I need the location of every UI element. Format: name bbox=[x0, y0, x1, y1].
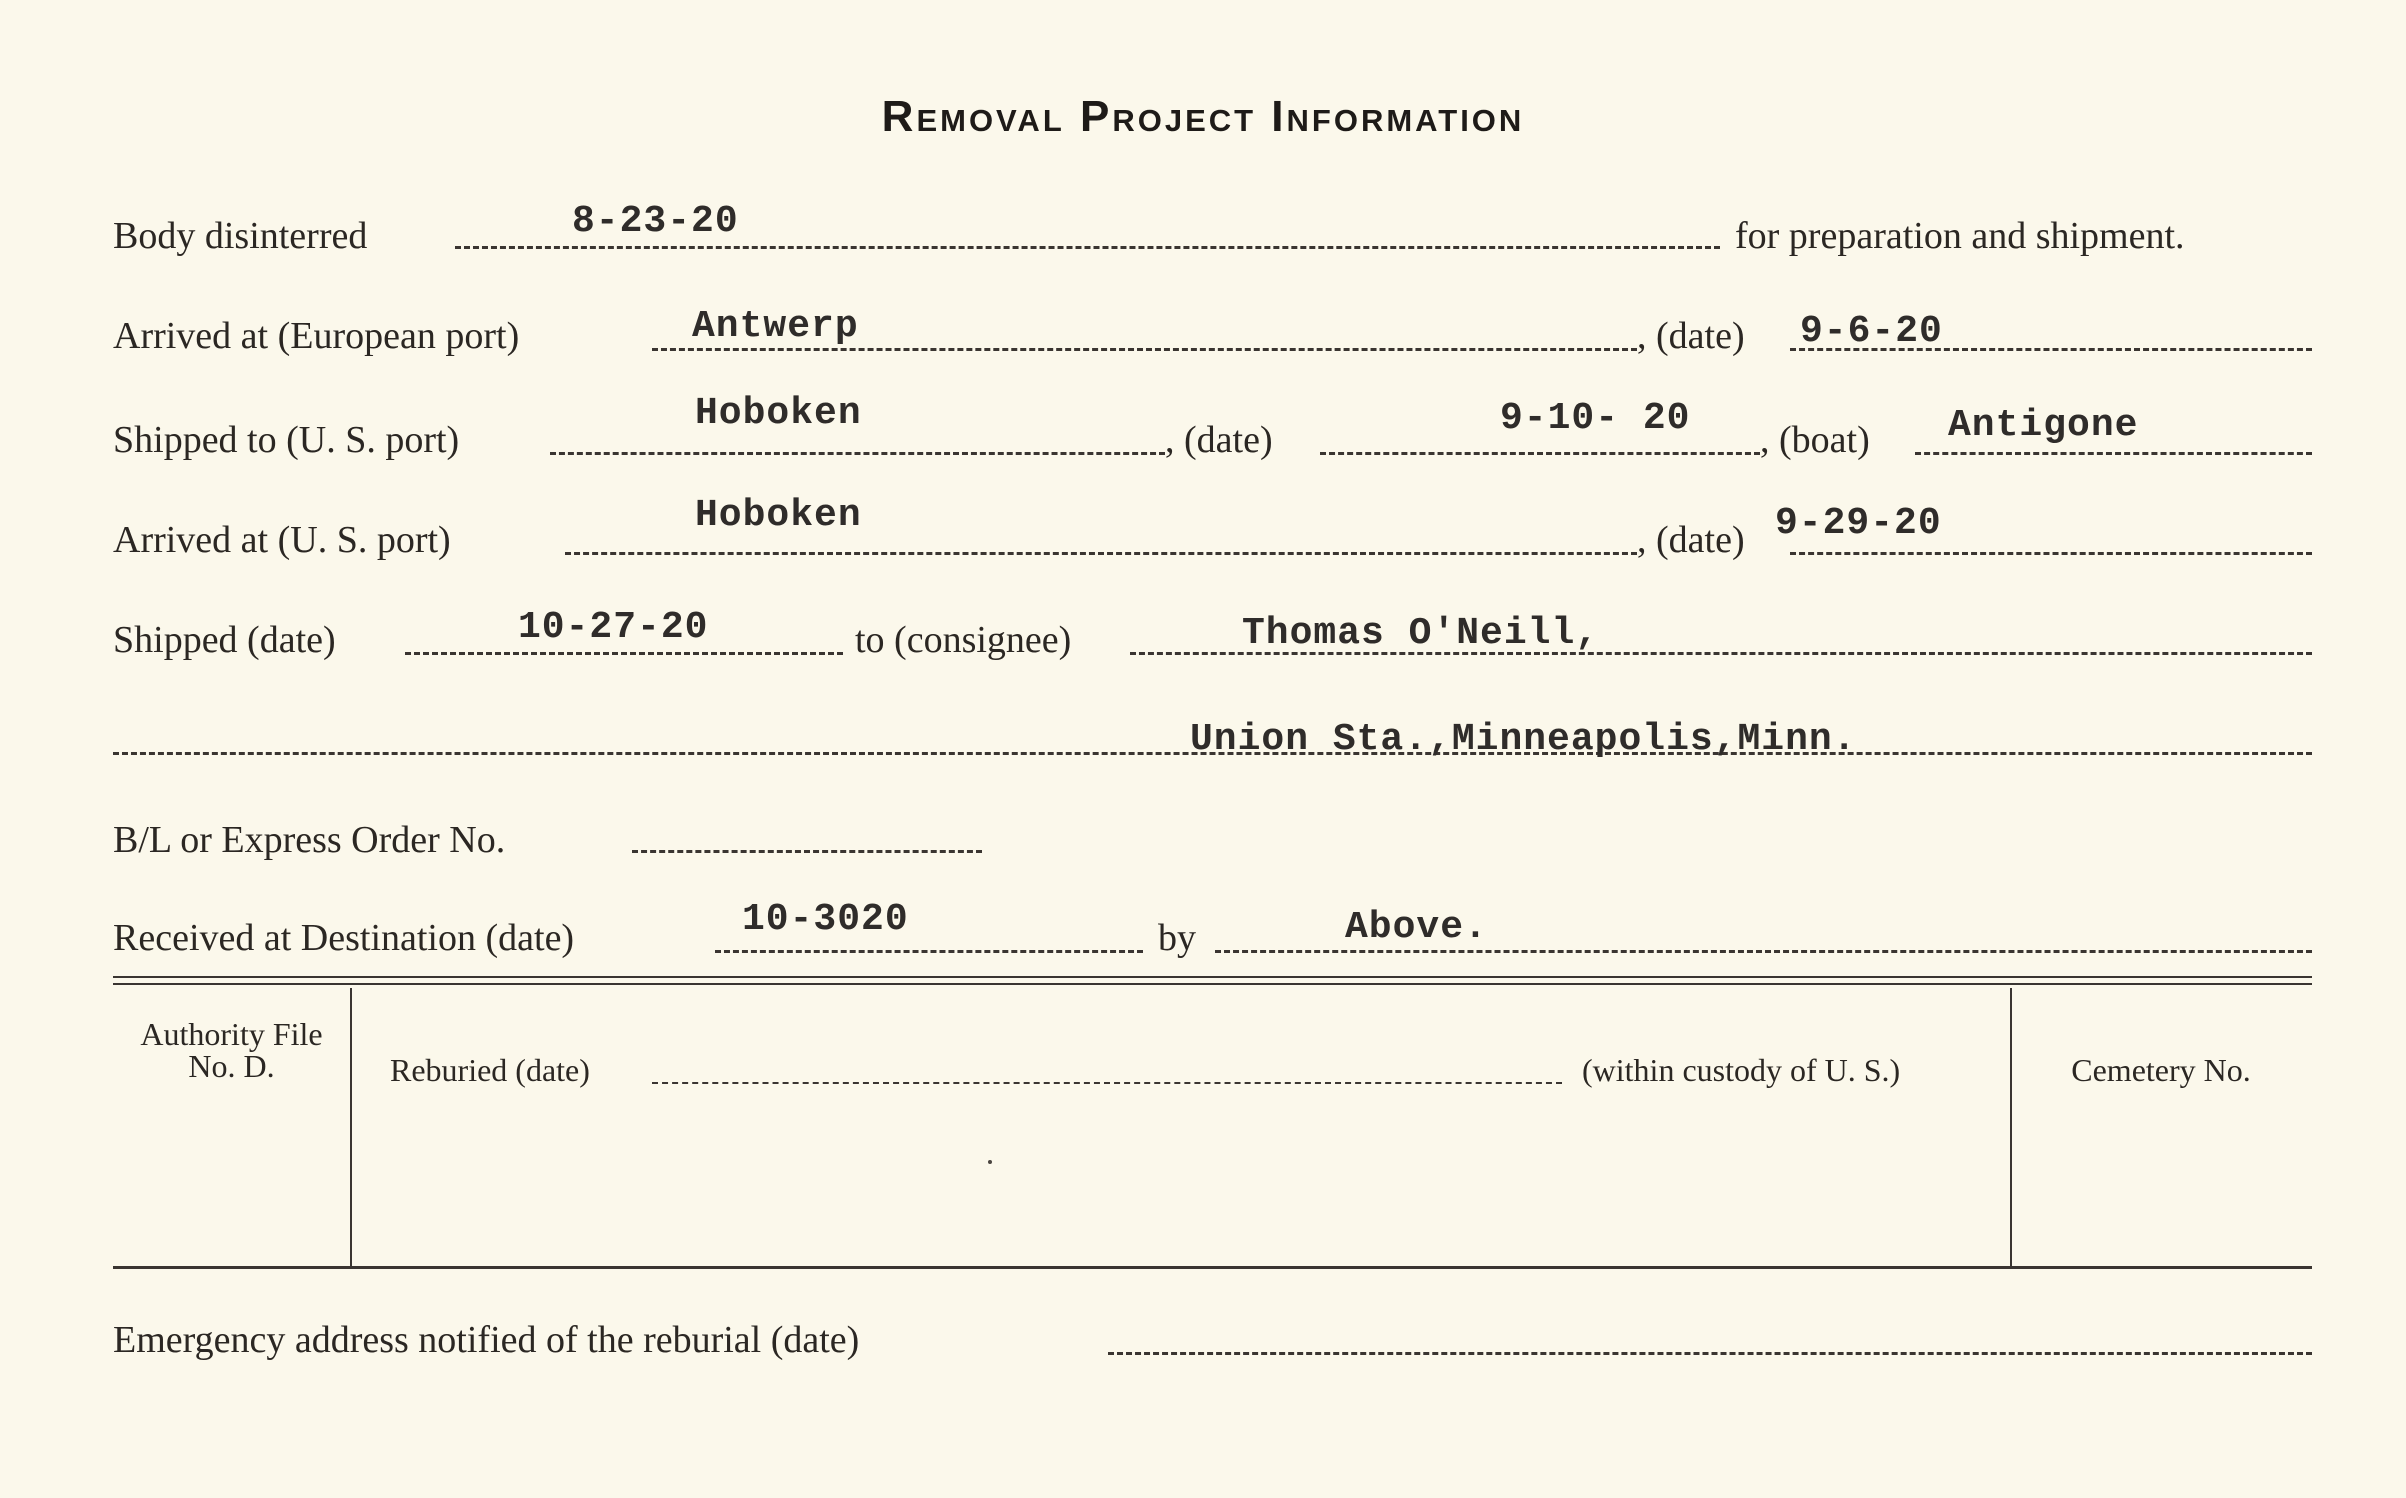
euro-port-line bbox=[652, 348, 1637, 351]
arrived-us-value: Hoboken bbox=[695, 494, 862, 537]
table-top-rule bbox=[113, 976, 2312, 978]
bl-line bbox=[632, 850, 982, 853]
shipped-to-date-label: , (date) bbox=[1165, 419, 1273, 461]
shipped-to-value: Hoboken bbox=[695, 392, 862, 435]
received-label: Received at Destination (date) bbox=[113, 917, 575, 959]
shipped-to-boat-label: , (boat) bbox=[1760, 419, 1870, 461]
euro-port-value: Antwerp bbox=[692, 305, 859, 348]
shipped-date-value: 10-27-20 bbox=[518, 606, 709, 649]
card-title: Removal Project Information bbox=[881, 92, 1525, 141]
euro-port-date-label: , (date) bbox=[1637, 315, 1745, 357]
arrived-us-date-line bbox=[1790, 552, 2312, 555]
received-date-value: 10-3020 bbox=[742, 898, 909, 941]
received-date-line bbox=[715, 950, 1143, 953]
arrived-us-date-label: , (date) bbox=[1637, 519, 1745, 561]
shipped-date-label: Shipped (date) bbox=[113, 619, 336, 661]
euro-port-date-value: 9-6-20 bbox=[1800, 310, 1943, 353]
arrived-us-date-value: 9-29-20 bbox=[1775, 502, 1942, 545]
authority-label: Authority File No. D. bbox=[140, 1016, 323, 1084]
emergency-line bbox=[1108, 1352, 2312, 1355]
table-divider-left bbox=[350, 988, 352, 1266]
shipped-to-boat-line bbox=[1915, 452, 2312, 455]
received-by-label: by bbox=[1158, 917, 1196, 959]
custody-label: (within custody of U. S.) bbox=[1582, 1052, 1901, 1088]
cemetery-label: Cemetery No. bbox=[2071, 1052, 2251, 1088]
consignee-address: Union Sta.,Minneapolis,Minn. bbox=[1190, 718, 1857, 761]
shipped-to-date-value: 9-10- 20 bbox=[1500, 397, 1691, 440]
paper-speck bbox=[988, 1160, 992, 1164]
table-bottom-rule bbox=[113, 1266, 2312, 1269]
shipped-to-date-line bbox=[1320, 452, 1760, 455]
disinterred-label: Body disinterred bbox=[113, 215, 368, 257]
shipped-to-line bbox=[550, 452, 1165, 455]
bl-label: B/L or Express Order No. bbox=[113, 819, 506, 861]
reburied-label: Reburied (date) bbox=[390, 1052, 590, 1088]
table-top-rule-2 bbox=[113, 983, 2312, 985]
arrived-us-label: Arrived at (U. S. port) bbox=[113, 519, 451, 561]
euro-port-label: Arrived at (European port) bbox=[113, 315, 520, 357]
received-by-line bbox=[1215, 950, 2312, 953]
table-divider-right bbox=[2010, 988, 2012, 1266]
disinterred-suffix: for preparation and shipment. bbox=[1735, 215, 2185, 257]
shipped-to-boat-value: Antigone bbox=[1948, 404, 2139, 447]
disinterred-line bbox=[455, 246, 1720, 249]
arrived-us-line bbox=[565, 552, 1637, 555]
shipped-to-label: Shipped to (U. S. port) bbox=[113, 419, 460, 461]
consignee-label: to (consignee) bbox=[855, 619, 1072, 661]
disinterred-value: 8-23-20 bbox=[572, 200, 739, 243]
consignee-value: Thomas O'Neill, bbox=[1242, 612, 1600, 655]
shipped-date-line bbox=[405, 652, 843, 655]
received-by-value: Above. bbox=[1345, 906, 1488, 949]
reburied-line bbox=[652, 1082, 1562, 1084]
emergency-label: Emergency address notified of the reburial (date) bbox=[113, 1319, 860, 1361]
